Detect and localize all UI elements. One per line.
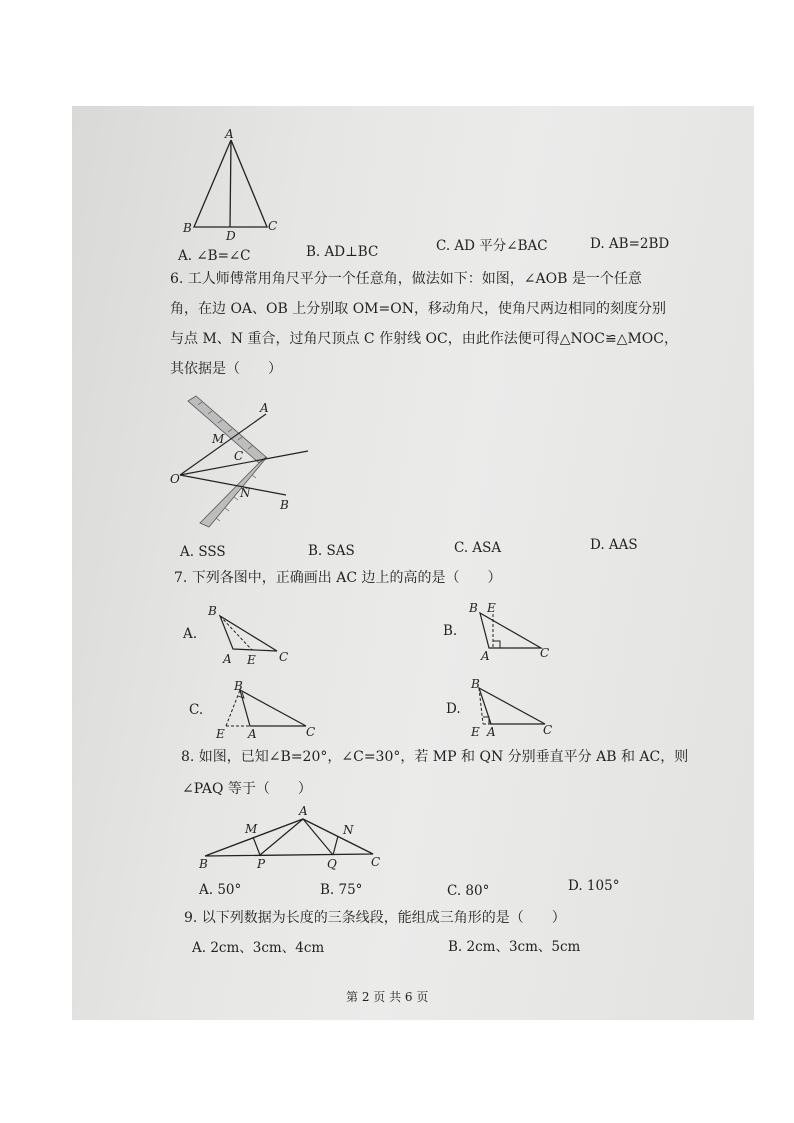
q8-triangle-figure bbox=[195, 805, 390, 875]
q6-option-c: C. ASA bbox=[454, 540, 502, 556]
q5-label-b: B bbox=[183, 221, 192, 235]
q6-option-b: B. SAS bbox=[308, 543, 355, 559]
q7-figure-b bbox=[465, 600, 560, 662]
q7a-label-a: A bbox=[223, 652, 232, 666]
q5-option-c: C. AD 平分∠BAC bbox=[436, 238, 548, 254]
q6-angle-figure bbox=[168, 395, 318, 535]
q7b-label-b: B bbox=[469, 601, 478, 615]
q7c-label-b: B bbox=[234, 679, 243, 693]
q6-question-line-2: 角，在边 OA、OB 上分别取 OM=ON，移动角尺，使角尺两边相同的刻度分别 bbox=[170, 301, 666, 317]
q6-label-b: B bbox=[280, 498, 289, 512]
q8-option-b: B. 75° bbox=[320, 882, 363, 898]
q7-option-c-letter: C. bbox=[189, 702, 204, 718]
q6-label-n: N bbox=[240, 486, 251, 500]
q8-label-n: N bbox=[343, 823, 354, 837]
q7b-label-c: C bbox=[540, 646, 550, 660]
q7d-label-b: B bbox=[471, 677, 480, 691]
q6-label-m: M bbox=[212, 432, 225, 446]
q7c-label-a: A bbox=[248, 727, 257, 741]
q6-label-a: A bbox=[260, 401, 269, 415]
q7a-label-c: C bbox=[279, 650, 289, 664]
q7a-label-e: E bbox=[247, 653, 256, 667]
q8-label-m: M bbox=[245, 822, 258, 836]
q8-question-line-1: 8. 如图，已知∠B=20°，∠C=30°，若 MP 和 QN 分别垂直平分 AB 和 AC，则 bbox=[181, 749, 689, 765]
q7c-label-e: E bbox=[216, 727, 225, 741]
q9-question: 9. 以下列数据为长度的三条线段，能组成三角形的是（ ） bbox=[184, 910, 566, 926]
q8-question-line-2: ∠PAQ 等于（ ） bbox=[182, 781, 312, 797]
q8-label-p: P bbox=[257, 857, 266, 871]
q7-figure-d bbox=[465, 676, 560, 742]
q5-label-d: D bbox=[226, 229, 236, 243]
q7a-label-b: B bbox=[208, 604, 217, 618]
q6-option-d: D. AAS bbox=[590, 537, 638, 553]
q6-option-a: A. SSS bbox=[180, 544, 226, 560]
q5-label-a: A bbox=[225, 127, 234, 141]
q7-figure-a bbox=[205, 605, 300, 667]
q8-option-c: C. 80° bbox=[447, 883, 490, 899]
q7-question: 7. 下列各图中，正确画出 AC 边上的高的是（ ） bbox=[174, 570, 502, 586]
q8-option-a: A. 50° bbox=[199, 882, 242, 898]
q6-question-line-1: 6. 工人师傅常用角尺平分一个任意角，做法如下：如图，∠AOB 是一个任意 bbox=[170, 271, 642, 287]
q5-label-c: C bbox=[268, 219, 278, 233]
q8-option-d: D. 105° bbox=[568, 878, 620, 894]
q6-question-line-3: 与点 M、N 重合，过角尺顶点 C 作射线 OC，由此作法便可得△NOC≌△MOC， bbox=[170, 331, 678, 347]
q5-triangle-figure bbox=[180, 128, 290, 243]
q7b-label-a: A bbox=[481, 649, 490, 663]
q8-label-q: Q bbox=[327, 857, 337, 871]
q5-option-a: A. ∠B=∠C bbox=[178, 248, 251, 264]
q9-option-b: B. 2cm、3cm、5cm bbox=[448, 939, 581, 955]
q7-option-a-letter: A. bbox=[183, 626, 198, 642]
q7c-label-c: C bbox=[306, 725, 316, 739]
q7b-label-e: E bbox=[487, 601, 496, 615]
q6-label-o: O bbox=[170, 472, 180, 486]
q8-label-c: C bbox=[371, 855, 381, 869]
q6-question-line-4: 其依据是（ ） bbox=[170, 361, 282, 377]
q5-option-d: D. AB=2BD bbox=[590, 236, 670, 252]
q7d-label-a: A bbox=[487, 725, 496, 739]
q8-label-a: A bbox=[299, 804, 308, 818]
page-footer: 第 2 页 共 6 页 bbox=[346, 990, 429, 1004]
q7d-label-e: E bbox=[471, 725, 480, 739]
q9-option-a: A. 2cm、3cm、4cm bbox=[192, 940, 325, 956]
q7-option-d-letter: D. bbox=[446, 701, 461, 717]
q7d-label-c: C bbox=[543, 723, 553, 737]
q7-figure-c bbox=[210, 678, 320, 742]
q5-option-b: B. AD⊥BC bbox=[306, 244, 379, 260]
q8-label-b: B bbox=[199, 857, 208, 871]
q6-label-c: C bbox=[234, 449, 244, 463]
q7-option-b-letter: B. bbox=[443, 623, 458, 639]
